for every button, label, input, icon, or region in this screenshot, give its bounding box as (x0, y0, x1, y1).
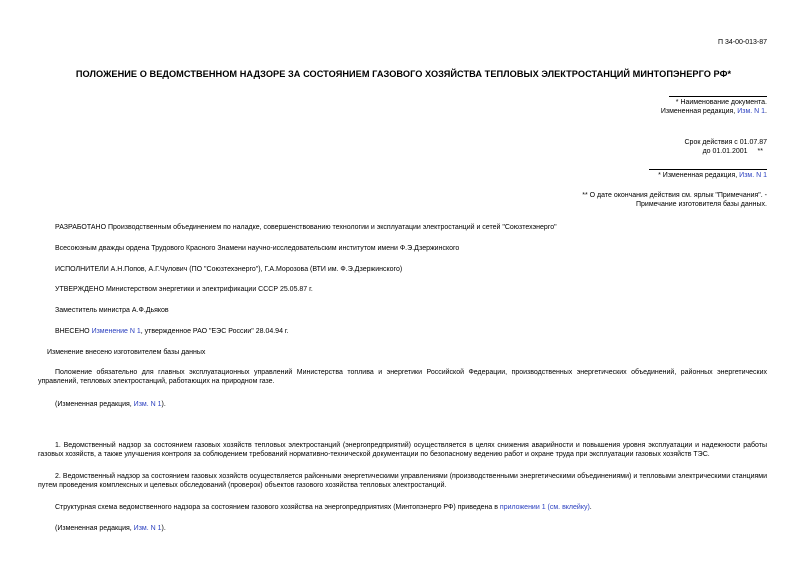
document-title: ПОЛОЖЕНИЕ О ВЕДОМСТВЕННОМ НАДЗОРЕ ЗА СОСТОЯНИЕМ ГАЗОВОГО ХОЗЯЙСТВА ТЕПЛОВЫХ ЭЛЕКТРОСТАНЦИЙ МИНТОПЭНЕРГО РФ* (75, 69, 732, 79)
amendment-link[interactable]: Изменение N 1 (91, 328, 141, 335)
edit-note-suffix: ). (161, 401, 166, 408)
edit-note (55, 400, 767, 409)
footnote-divider (649, 169, 767, 170)
validity-block (685, 138, 768, 157)
footnote-edition2-text: * Измененная редакция, (658, 172, 740, 179)
paragraph-1: 1. Ведомственный надзор за состоянием газовых хозяйств тепловых электростанций (энергопредприятий) осуществляется в целях снижения аварийности и повышения уровня эксплуатации и надежности работы газовых хозяйств, а также улучшения контроля за соблюдением требований нормативно-технической документации по безопасному ведению работ и охране труда при эксплуатации газовых хозяйств ТЭС. (38, 442, 767, 459)
amendment-link[interactable]: Изм. N 1 (133, 525, 162, 532)
edit-note-2-suffix: ). (161, 525, 166, 532)
executors: ИСПОЛНИТЕЛИ А.Н.Попов, А.Г.Чулович (ПО "Союзтехэнерго"), Г.А.Морозова (ВТИ им. Ф.Э.Дзержинского) (55, 266, 403, 273)
edit-note-2-text: (Измененная редакция, (55, 525, 134, 532)
paragraph-3 (55, 503, 767, 512)
validity-end: до 01.01.2001 (702, 148, 748, 156)
footnote-edition-line (661, 107, 767, 116)
footnote-edition-suffix: . (765, 108, 767, 116)
edit-note-text: (Измененная редакция, (55, 401, 134, 408)
paragraph-3-text: Структурная схема ведомственного надзора за состоянием газового хозяйства на энергопредприятиях (Минтопэнерго РФ) приведена в (55, 504, 500, 511)
amendment-link[interactable]: Изм. N 1 (737, 108, 766, 116)
validity-marker: ** (757, 148, 763, 156)
edit-note-2 (55, 524, 767, 533)
introduced-by (55, 327, 767, 336)
introduced-text: ВНЕСЕНО (55, 328, 92, 335)
deputy-minister: Заместитель министра А.Ф.Дьяков (55, 307, 169, 314)
developed-by: РАЗРАБОТАНО Производственным объединением по наладке, совершенствованию технологии и эксплуатации электростанций и сетей "Союзтехэнерго" (55, 224, 557, 231)
footnote-divider (669, 96, 767, 97)
introduced-suffix: , утвержденное РАО "ЕЭС России" 28.04.94 г. (140, 328, 289, 335)
footnote-name (661, 98, 767, 117)
footnote-note-line2: Примечание изготовителя базы данных. (635, 201, 767, 209)
database-note: Изменение внесено изготовителем базы данных (47, 349, 206, 356)
paragraph-3-suffix: . (589, 504, 592, 511)
validity-end-line (685, 147, 768, 156)
footnote-edition-text: Измененная редакция, (660, 108, 738, 116)
paragraph-2: 2. Ведомственный надзор за состоянием газовых хозяйств осуществляется районными энергетическими управлениями (производственными энергетическими объединениями) и тепловыми электрическими станциями путем проведения комплексных и целевых обследований (проверок) объектов газового хозяйства тепловых электростанций. (38, 473, 767, 490)
amendment-link[interactable]: Изм. N 1 (739, 172, 767, 179)
document-code: П 34-00-013-87 (717, 39, 767, 46)
footnote-name-line: * Наименование документа. (675, 99, 767, 106)
footnote-note-line1: ** О дате окончания действия см. ярлык "Примечания". - (582, 192, 767, 199)
footnote-edition2 (658, 171, 767, 180)
validity-start: Срок действия с 01.07.87 (684, 139, 767, 146)
approved-by: УТВЕРЖДЕНО Министерством энергетики и электрификации СССР 25.05.87 г. (55, 286, 313, 293)
appendix-link[interactable]: приложении 1 (см. вклейку) (499, 504, 590, 511)
institute: Всесоюзным дважды ордена Трудового Красного Знамени научно-исследовательским институтом имени Ф.Э.Дзержинского (55, 245, 460, 252)
footnote-note (582, 191, 767, 210)
intro-paragraph: Положение обязательно для главных эксплуатационных управлений Министерства топлива и энергетики Российской Федерации, производственных энергетических объединений, районных энергетических управлений, тепловых электростанций, работающих на природном газе. (38, 369, 767, 386)
amendment-link[interactable]: Изм. N 1 (133, 401, 162, 408)
